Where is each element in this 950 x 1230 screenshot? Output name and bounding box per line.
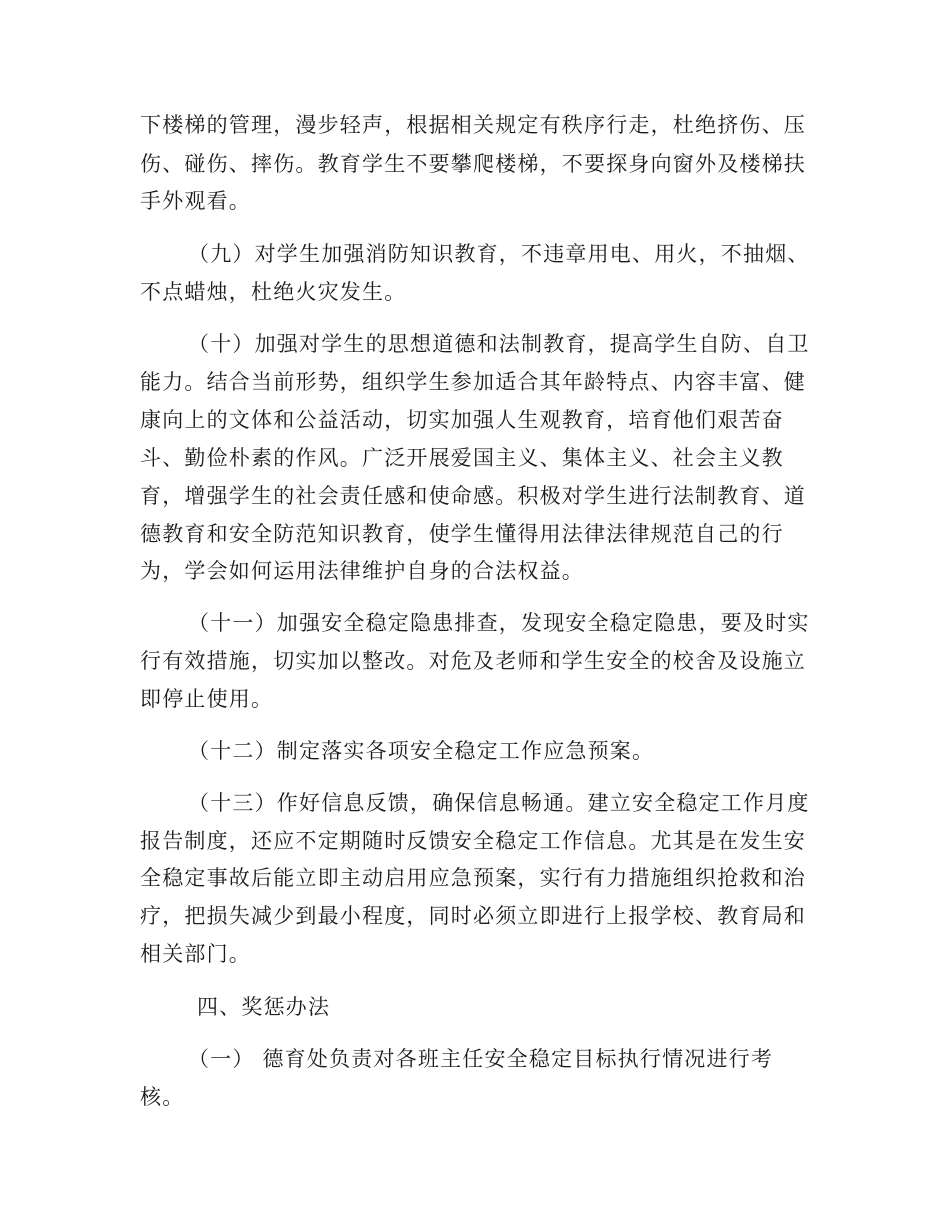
paragraph-line: （十一）加强安全稳定隐患排查，发现安全稳定隐患，要及时实 <box>188 611 810 635</box>
paragraph-line: （十二）制定落实各项安全稳定工作应急预案。 <box>188 739 655 763</box>
paragraph-line: （十三）作好信息反馈，确保信息畅通。建立安全稳定工作月度 <box>188 791 810 815</box>
paragraph-line: 康向上的文体和公益活动，切实加强人生观教育，培育他们艰苦奋 <box>140 408 784 432</box>
paragraph-line: 核。 <box>140 1085 185 1109</box>
paragraph-line: 疗，把损失减少到最小程度，同时必须立即进行上报学校、教育局和 <box>140 904 806 928</box>
paragraph-line: （一） 德育处负责对各班主任安全稳定目标执行情况进行考 <box>188 1047 774 1071</box>
paragraph-line: 手外观看。 <box>140 189 251 213</box>
paragraph-line: 全稳定事故后能立即主动启用应急预案，实行有力措施组织抢救和治 <box>140 866 806 890</box>
paragraph-line: 即停止使用。 <box>140 687 274 711</box>
paragraph-line: 不点蜡烛，杜绝火灾发生。 <box>140 280 407 304</box>
paragraph-line: 相关部门。 <box>140 942 251 966</box>
section-heading: 四、奖惩办法 <box>197 995 331 1019</box>
paragraph-line: 斗、勤俭朴素的作风。广泛开展爱国主义、集体主义、社会主义教 <box>140 446 784 470</box>
paragraph-line: 能力。结合当前形势，组织学生参加适合其年龄特点、内容丰富、健 <box>140 370 806 394</box>
paragraph-line: （九）对学生加强消防知识教育，不违章用电、用火，不抽烟、 <box>188 242 810 266</box>
paragraph-line: 育，增强学生的社会责任感和使命感。积极对学生进行法制教育、道 <box>140 484 806 508</box>
paragraph-line: 报告制度，还应不定期随时反馈安全稳定工作信息。尤其是在发生安 <box>140 829 806 853</box>
paragraph-line: 伤、碰伤、摔伤。教育学生不要攀爬楼梯，不要探身向窗外及楼梯扶 <box>140 152 806 176</box>
paragraph-line: 行有效措施，切实加以整改。对危及老师和学生安全的校舍及设施立 <box>140 649 806 673</box>
paragraph-line: 下楼梯的管理，漫步轻声，根据相关规定有秩序行走，杜绝挤伤、压 <box>140 113 806 137</box>
paragraph-line: （十）加强对学生的思想道德和法制教育，提高学生自防、自卫 <box>188 332 810 356</box>
paragraph-line: 德教育和安全防范知识教育，使学生懂得用法律法律规范自己的行 <box>140 522 784 546</box>
paragraph-line: 为，学会如何运用法律维护自身的合法权益。 <box>140 559 584 583</box>
